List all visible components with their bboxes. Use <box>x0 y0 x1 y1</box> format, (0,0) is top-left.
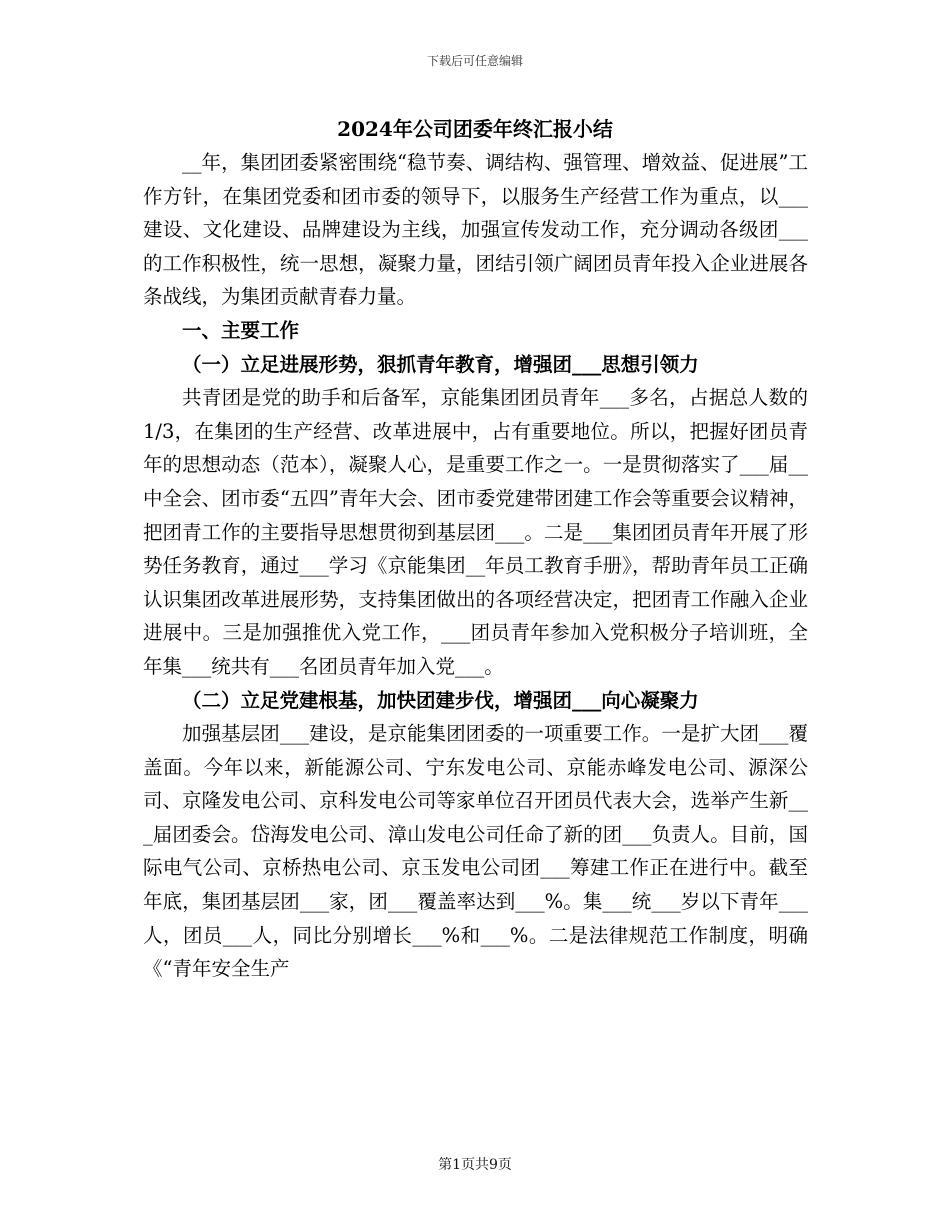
subsection-heading-2: （二）立足党建根基，加快团建步伐，增强团___向心凝聚力 <box>182 688 699 712</box>
document-title: 2024年公司团委年终汇报小结 <box>337 117 613 141</box>
page-header-note: 下载后可任意编辑 <box>426 54 523 68</box>
document-body <box>143 146 808 986</box>
intro-paragraph: __年，集团团委紧密围绕“稳节奏、调结构、强管理、增效益、促进展”工作方针，在集团党委和团市委的领导下，以服务生产经营工作为重点，以___建设、文化建设、品牌建设为主线，加强宣传发动工作，充分调动各级团___的工作积极性，统一思想，凝聚力量，团结引领广阔团员青年投入企业进展各条战线，为集团贡献青春力量。 <box>143 151 808 309</box>
subsection-1-paragraph: 共青团是党的助手和后备军，京能集团团员青年___多名，占据总人数的1/3，在集团的生产经营、改革进展中，占有重要地位。所以，把握好团员青年的思想动态（范本），凝聚人心，是重要工作之一。一是贯彻落实了___届__中全会、团市委“五四”青年大会、团市委党建带团建工作会等重要会议精神，把团青工作的主要指导思想贯彻到基层团___。二是___集团团员青年开展了形势任务教育，通过___学习《京能集团__年员工教育手册》，帮助青年员工正确认识集团改革进展形势，支持集团做出的各项经营决定，把团青工作融入企业进展中。三是加强推优入党工作，___团员青年参加入党积极分子培训班，全年集___统共有___名团员青年加入党___。 <box>143 386 808 678</box>
subsection-heading-1: （一）立足进展形势，狠抓青年教育，增强团___思想引领力 <box>182 352 699 376</box>
page-number: 第1页共9页 <box>438 1157 512 1173</box>
subsection-2-paragraph: 加强基层团___建设，是京能集团团委的一项重要工作。一是扩大团___覆盖面。今年以来，新能源公司、宁东发电公司、京能赤峰发电公司、源深公司、京隆发电公司、京科发电公司等家单位召开团员代表大会，选举产生新___届团委会。岱海发电公司、漳山发电公司任命了新的团___负责人。目前，国际电气公司、京桥热电公司、京玉发电公司团___筹建工作正在进行中。截至年底，集团基层团___家，团___覆盖率达到___%。集___统___岁以下青年___人，团员___人，同比分别增长___%和___%。二是法律规范工作制度，明确《“青年安全生产 <box>143 722 808 981</box>
section-heading-main-work: 一、主要工作 <box>182 318 300 342</box>
